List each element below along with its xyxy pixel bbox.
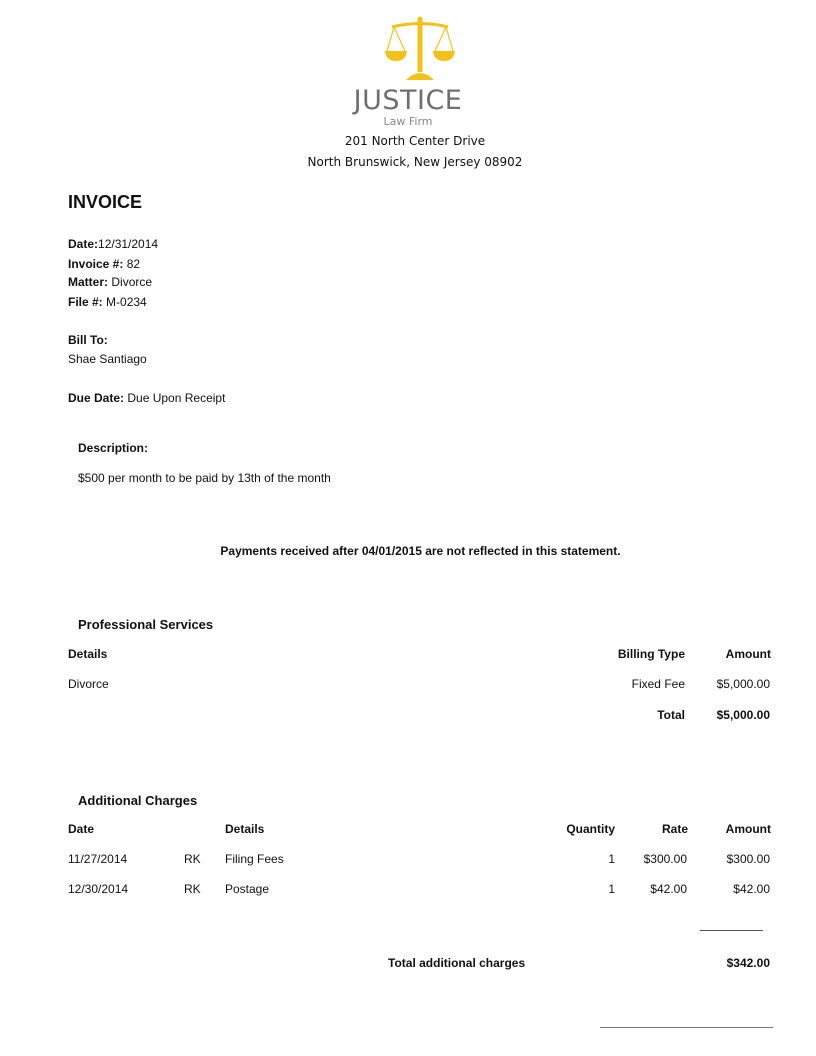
- ac-total-value: $342.00: [726, 956, 770, 970]
- ac-row-rate: $300.00: [643, 852, 687, 866]
- firm-address-line2: North Brunswick, New Jersey 08902: [307, 155, 523, 169]
- invoice-file-number: [68, 295, 147, 309]
- ac-col-rate: Rate: [661, 822, 688, 836]
- firm-logo-name: JUSTICE: [353, 85, 463, 116]
- ac-total-label: Total additional charges: [388, 956, 526, 970]
- due-date-value: Due Upon Receipt: [127, 391, 226, 405]
- ac-row-date: 11/27/2014: [68, 852, 128, 866]
- invoice-heading: INVOICE: [68, 192, 143, 212]
- bill-to-value: Shae Santiago: [68, 352, 147, 366]
- ac-col-amount: Amount: [725, 822, 771, 836]
- ac-col-details: Details: [225, 822, 265, 836]
- ac-row-date: 12/30/2014: [68, 882, 129, 896]
- ac-col-date: Date: [68, 822, 95, 836]
- date-label: Date:: [68, 237, 99, 251]
- firm-address-line1: 201 North Center Drive: [344, 134, 486, 148]
- scales-of-justice-icon: [384, 14, 456, 82]
- ac-row-details: Postage: [225, 882, 270, 896]
- ps-total-label: Total: [657, 708, 685, 722]
- due-date-label: Due Date:: [68, 391, 125, 405]
- invoice-number: [68, 257, 140, 271]
- description-label: Description:: [78, 441, 149, 455]
- ps-col-details: Details: [68, 647, 108, 661]
- invoice-matter: [68, 275, 152, 289]
- payment-notice: Payments received after 04/01/2015 are not reflected in this statement.: [220, 544, 621, 558]
- matter-value: Divorce: [111, 275, 153, 289]
- firm-logo-subtitle: Law Firm: [383, 115, 433, 128]
- invoice-number-value: 82: [126, 257, 141, 271]
- ps-total-value: $5,000.00: [716, 708, 770, 722]
- ps-col-billing-type: Billing Type: [617, 647, 685, 661]
- professional-services-heading: Professional Services: [78, 617, 214, 632]
- ac-row-initials: RK: [184, 882, 201, 896]
- due-date: [68, 391, 225, 405]
- additional-charges-heading: Additional Charges: [78, 793, 198, 808]
- ps-row-billing-type: Fixed Fee: [631, 677, 685, 691]
- description-value: $500 per month to be paid by 13th of the month: [78, 471, 331, 485]
- ac-row-quantity: 1: [608, 852, 615, 866]
- grand-total-rule: [600, 1027, 773, 1028]
- ps-row-details: Divorce: [68, 677, 109, 691]
- ps-col-amount: Amount: [725, 647, 771, 661]
- ac-row-amount: $42.00: [733, 882, 770, 896]
- file-number-label: File #:: [68, 295, 103, 309]
- ac-row-rate: $42.00: [650, 882, 687, 896]
- ac-row-quantity: 1: [608, 882, 615, 896]
- matter-label: Matter:: [68, 275, 109, 289]
- ac-row-amount: $300.00: [726, 852, 770, 866]
- ac-row-initials: RK: [184, 852, 201, 866]
- file-number-value: M-0234: [106, 295, 147, 309]
- bill-to-label: Bill To:: [68, 333, 108, 347]
- ac-col-quantity: Quantity: [566, 822, 615, 836]
- invoice-number-label: Invoice #:: [68, 257, 124, 271]
- date-value: 12/31/2014: [98, 237, 159, 251]
- ps-row-amount: $5,000.00: [716, 677, 770, 691]
- invoice-date: [68, 237, 158, 251]
- subtotal-rule: [700, 930, 763, 931]
- ac-row-details: Filing Fees: [225, 852, 284, 866]
